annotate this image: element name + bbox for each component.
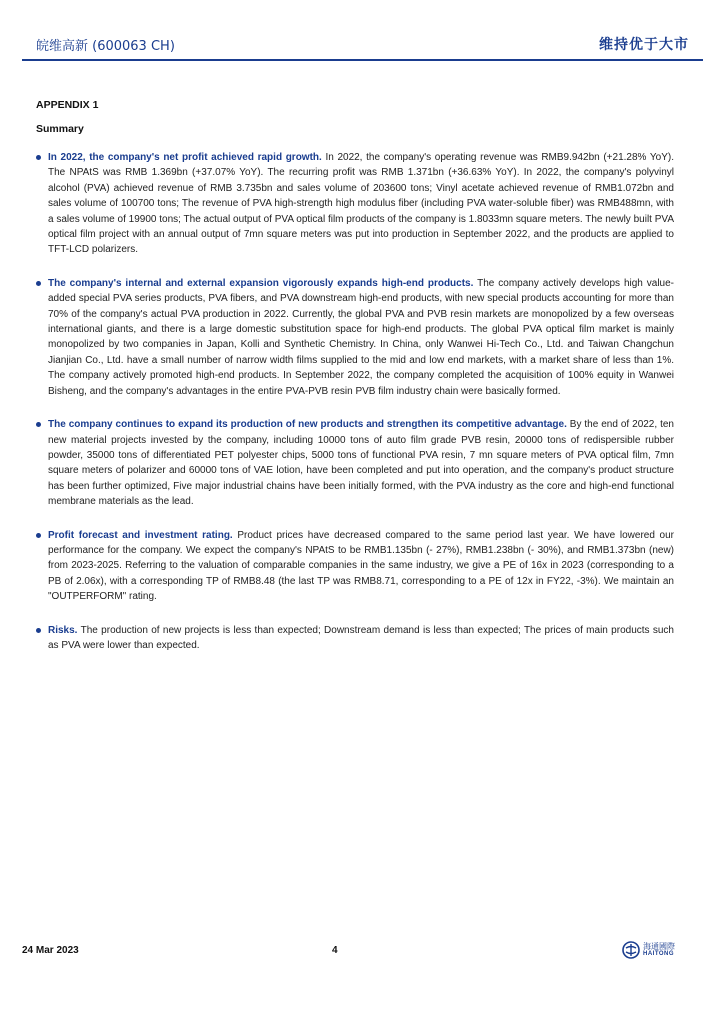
header-divider: [22, 59, 703, 61]
summary-bullet-list: [36, 150, 674, 671]
bullet-expansion: [36, 276, 674, 399]
bullet-lead: Risks.: [48, 624, 78, 636]
bullet-body: The production of new projects is less than expected; Downstream demand is less than expected; The prices of main products such as PVA were lower than expected.: [48, 624, 674, 651]
bullet-risks: [36, 623, 674, 654]
bullet-body: In 2022, the company's operating revenue was RMB9.942bn (+21.28% YoY). The NPAtS was RMB 1.369bn (+37.07% YoY). The recurring profit was RMB 1.371bn (+36.63% YoY). In 2022, the company's polyvinyl alcohol (PVA) achieved revenue of RMB 3.735bn and sales volume of 203600 tons; Vinyl acetate achieved revenue of RMB1.072bn and sales volume of 100700 tons; The revenue of PVA high-strength high modulus fiber (including PVA water-soluble fiber) was RMB488mn, with a sales volume of 19900 tons; The actual output of PVA optical film products of the company is 1.8033mn square meters. The newly built PVA optical film project with an annual output of 7mn square meters was put into production in September 2022, and the products are applied to TFT-LCD polarizers.: [48, 152, 674, 256]
bullet-dot-icon: [36, 155, 41, 160]
bullet-lead: The company's internal and external expansion vigorously expands high-end products.: [48, 277, 474, 289]
bullet-body: Product prices have decreased compared to the same period last year. We have lowered our performance for the company. We expect the company's NPAtS to be RMB1.135bn (- 27%), RMB1.238bn (- 30%), and RMB1.373bn (new) from 2023-2025. Referring to the valuation of comparable companies in the same industry, we give a PE of 16x in 2023 (corresponding to a PB of 2.06x), with a corresponding TP of RMB8.48 (the last TP was RMB8.71, corresponding to a PE of 12x in FY22, -3%). We maintain an "OUTPERFORM" rating.: [48, 529, 674, 603]
bullet-new-products: [36, 417, 674, 509]
bullet-body: The company actively develops high value-added special PVA series products, PVA fibers, and PVA downstream high-end products, with new special products accounting for more than 70% of the company's actual PVA production in 2022. Currently, the global PVA and PVB resin markets are monopolized by a few overseas international giants, and there is a large domestic substitution space for high-end products. The global PVA optical film market is mainly monopolized by two companies in Japan, Kolli and Synthetic Chemistry. In China, only Wanwei Hi-Tech Co., Ltd. and Taiwan Changchun Jianjian Co., Ltd. have a small number of narrow width films supplied to the mid and low end markets, with a market share of less than 1%. The company actively promoted high-end products. In September 2022, the company completed the acquisition of 100% equity in Wanwei Bisheng, and the company's advantages in the entire PVA-PVB resin PVB film industry chain were basically formed.: [48, 277, 674, 397]
bullet-body: By the end of 2022, ten new material projects invested by the company, including 10000 tons of auto film grade PVB resin, 20000 tons of redispersible rubber powder, 35000 tons of differentiated PET polyester chips, 5000 tons of functional PVA resin, 7 mn square meters of PVA optical film, 7mn square meters of polarizer and 60000 tons of VAE lotion, have been completed and put into operation, and the company's product structure has been further optimized, Five major industrial chains have been initially formed, with the PVA industry as the core and high-end functional membrane materials as the lead.: [48, 419, 674, 508]
bullet-net-profit: [36, 150, 674, 258]
bullet-lead: The company continues to expand its production of new products and strengthen its competitive advantage.: [48, 419, 567, 431]
logo-english-text: HAITONG: [643, 951, 675, 957]
bullet-dot-icon: [36, 533, 41, 538]
page-header: [0, 0, 725, 66]
haitong-logo: [622, 940, 682, 962]
bullet-dot-icon: [36, 422, 41, 427]
haitong-logo-icon: [622, 941, 640, 959]
appendix-title: APPENDIX 1: [36, 99, 99, 111]
rating-slogan: 维持优于大市: [599, 37, 689, 53]
logo-chinese-text: 海通國際: [643, 942, 675, 951]
bullet-dot-icon: [36, 628, 41, 633]
bullet-lead: In 2022, the company's net profit achieved rapid growth.: [48, 152, 322, 163]
page-number: 4: [332, 945, 338, 956]
report-date: 24 Mar 2023: [22, 945, 79, 956]
summary-heading: Summary: [36, 123, 84, 135]
bullet-dot-icon: [36, 281, 41, 286]
bullet-forecast: [36, 528, 674, 605]
bullet-lead: Profit forecast and investment rating.: [48, 529, 233, 541]
company-ticker: 皖维高新 (600063 CH): [36, 39, 175, 54]
